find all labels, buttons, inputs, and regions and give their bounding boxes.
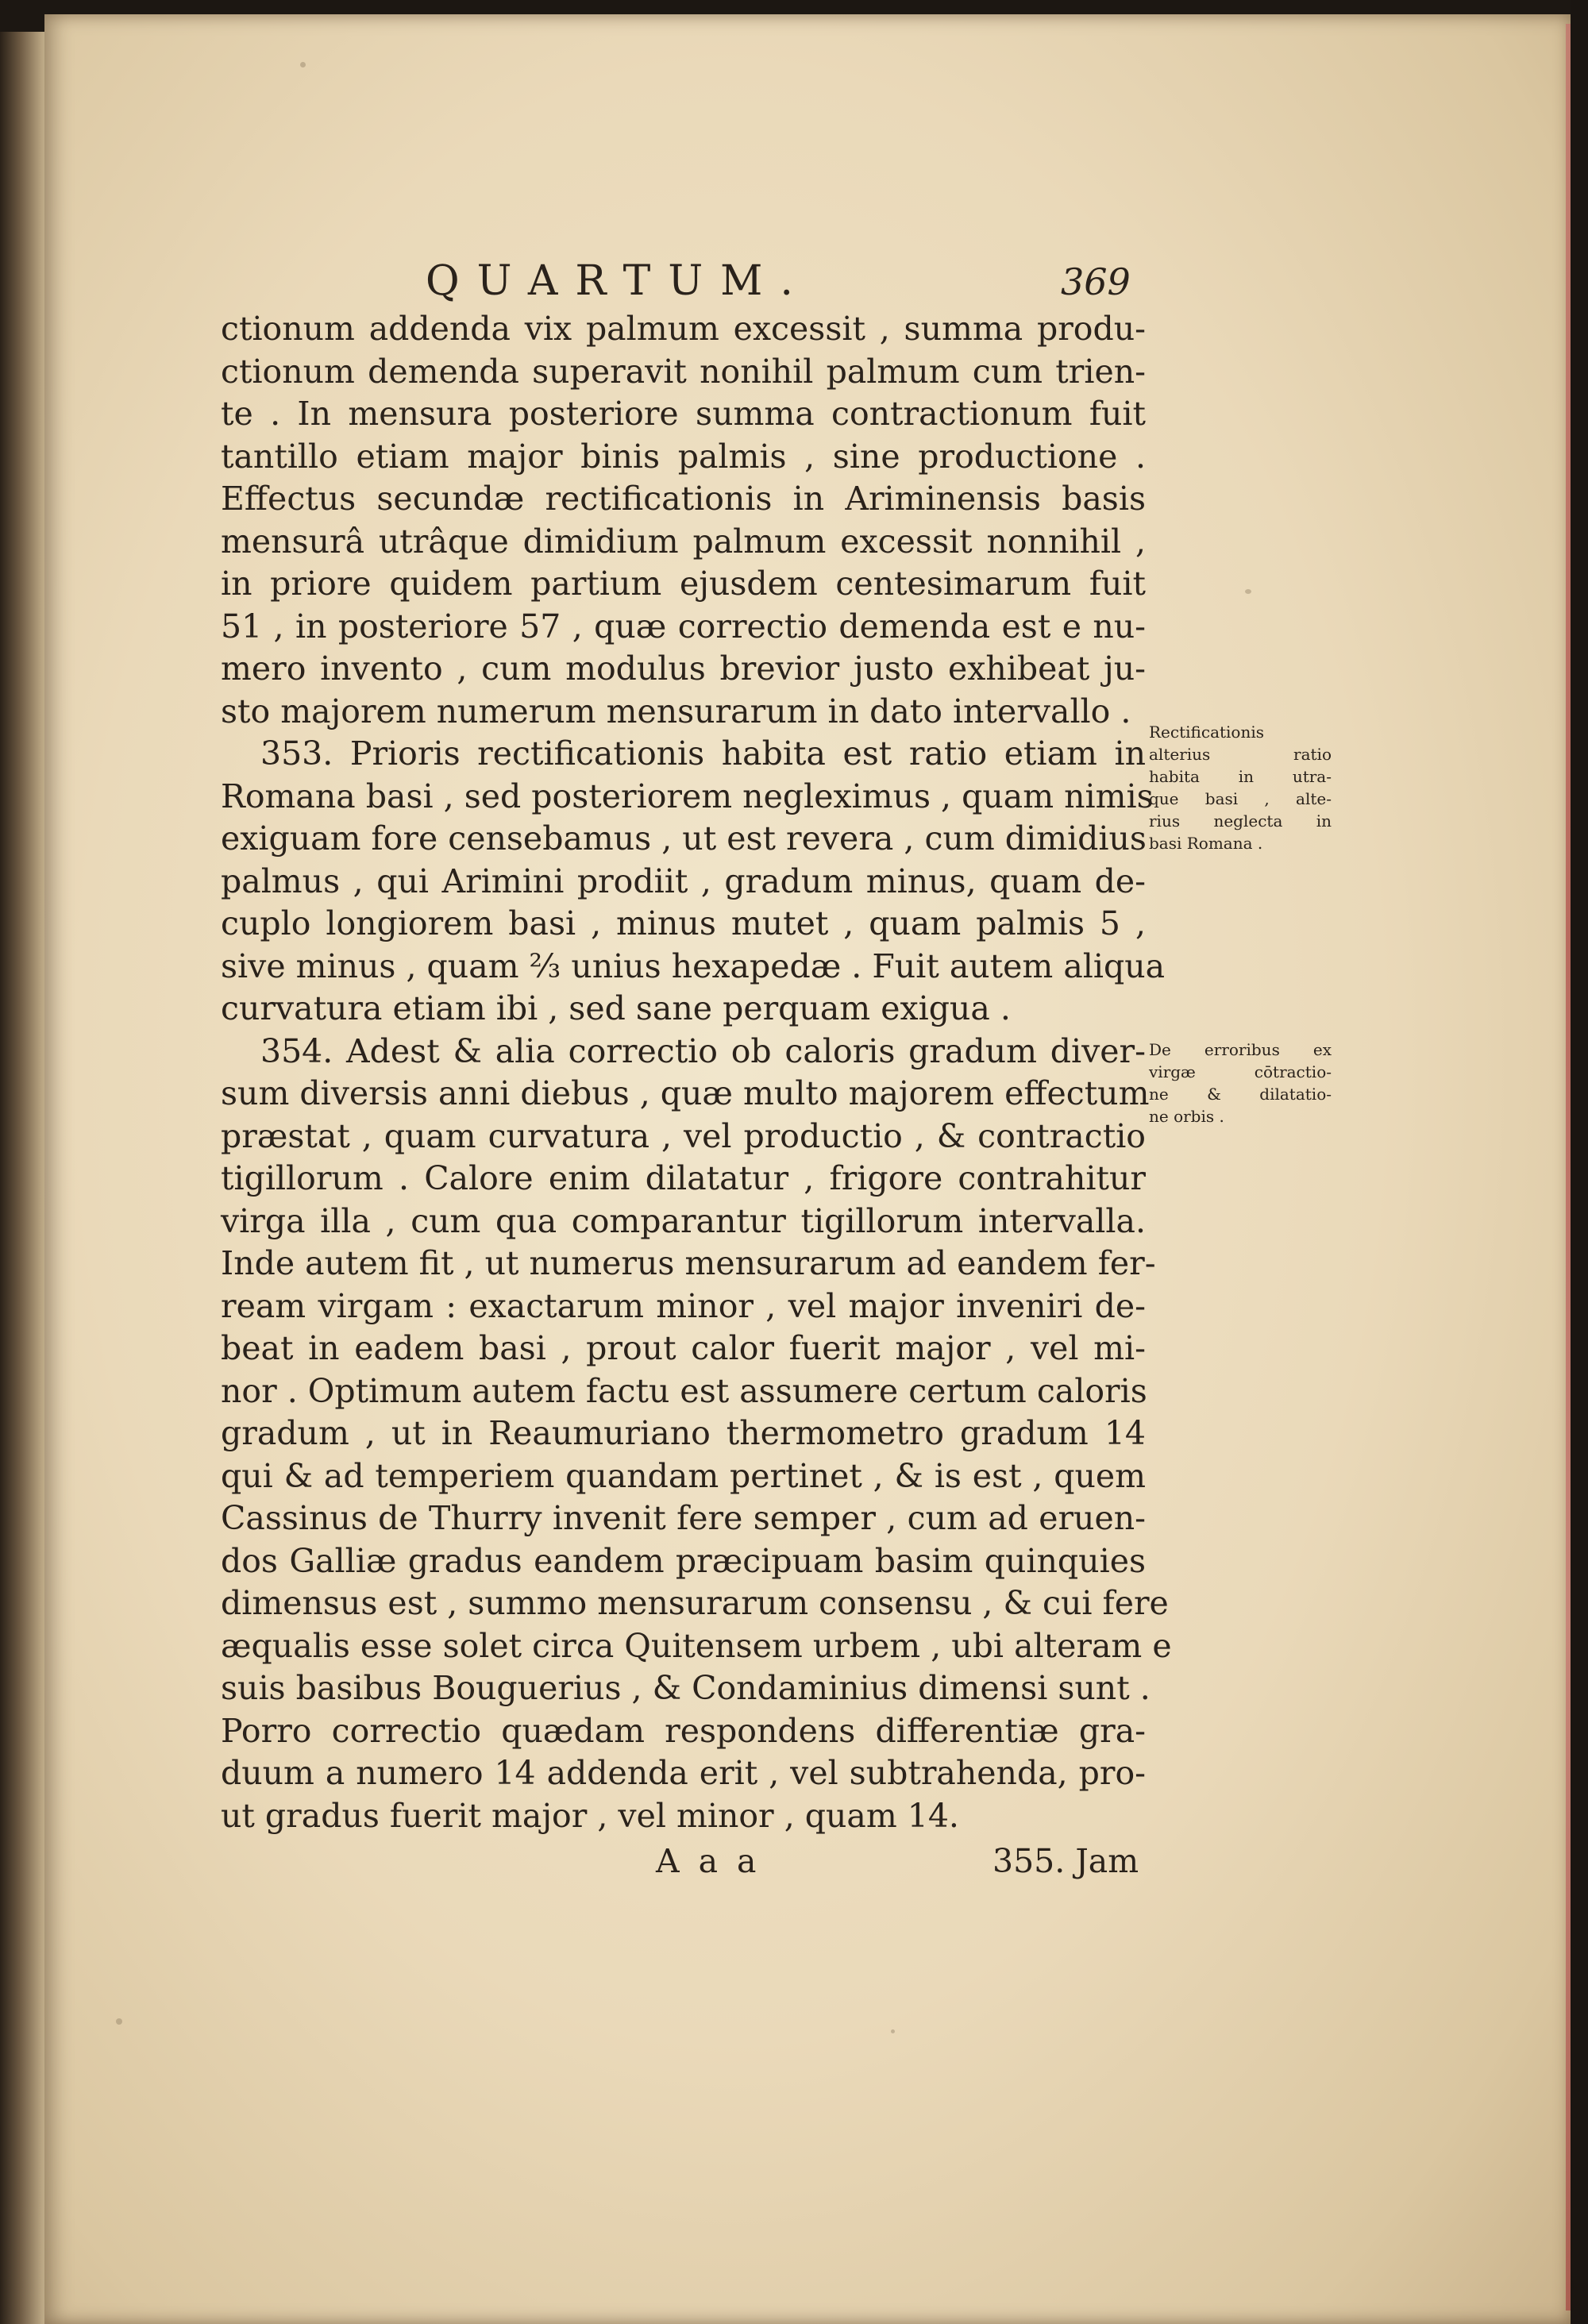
- margin-note-line: ne orbis .: [1149, 1107, 1224, 1126]
- text-line: Cassinus de Thurry invenit fere semper , cum ad eruen-: [221, 1499, 1146, 1537]
- text-line: beat in eadem basi , prout calor fuerit major , vel mi-: [221, 1329, 1146, 1367]
- running-head-title: QUARTUM.: [426, 257, 811, 305]
- dark-border: [1571, 0, 1588, 2324]
- text-line: virga illa , cum qua comparantur tigillorum intervalla.: [221, 1201, 1146, 1240]
- text-line: sum diversis anni diebus , quæ multo majorem effectum: [221, 1074, 1150, 1112]
- margin-note-line: rius neglecta in: [1149, 811, 1332, 831]
- page-number: 369: [1061, 260, 1131, 303]
- margin-note-line: virgæ cōtractio-: [1149, 1062, 1332, 1081]
- text-line: gradum , ut in Reaumuriano thermometro gradum 14: [221, 1414, 1146, 1452]
- margin-note-erroribus: [1149, 1039, 1332, 1127]
- text-line: mero invento , cum modulus brevior justo exhibeat ju-: [221, 649, 1146, 688]
- margin-note-line: alterius ratio: [1149, 745, 1332, 764]
- body-text: [221, 308, 1172, 1837]
- text-line: dos Galliæ gradus eandem præcipuam basim quinquies: [221, 1541, 1146, 1580]
- text-line: mensurâ utrâque dimidium palmum excessit nonnihil ,: [221, 522, 1146, 561]
- text-line: cuplo longiorem basi , minus mutet , quam palmis 5 ,: [221, 904, 1146, 942]
- text-line: dimensus est , summo mensurarum consensu , & cui fere: [221, 1584, 1169, 1622]
- text-line: Inde autem fit , ut numerus mensurarum ad eandem fer-: [221, 1244, 1156, 1282]
- margin-note-rectificationis: [1149, 721, 1332, 854]
- paper-spot: [300, 62, 306, 67]
- text-line: præstat , quam curvatura , vel productio , & contractio: [221, 1116, 1146, 1155]
- margin-note-line: habita in utra-: [1149, 767, 1332, 786]
- text-line: sive minus , quam ⅔ unius hexapedæ . Fuit autem aliqua: [221, 946, 1166, 985]
- margin-note-line: Rectificationis: [1149, 723, 1265, 742]
- text-line: qui & ad temperiem quandam pertinet , & is est , quem: [221, 1456, 1146, 1495]
- margin-note-line: basi Romana .: [1149, 834, 1263, 853]
- text-line: in priore quidem partium ejusdem centesimarum fuit: [221, 565, 1146, 603]
- text-line: ctionum addenda vix palmum excessit , summa produ-: [221, 310, 1146, 348]
- text-line: ctionum demenda superavit nonihil palmum cum trien-: [221, 352, 1146, 391]
- margin-note-line: que basi , alte-: [1149, 789, 1332, 808]
- text-line: tantillo etiam major binis palmis , sine productione .: [221, 437, 1146, 476]
- text-line: te . In mensura posteriore summa contractionum fuit: [221, 395, 1146, 433]
- text-line: 51 , in posteriore 57 , quæ correctio demenda est e nu-: [221, 607, 1146, 646]
- paragraph-353-start: 353. Prioris rectificationis habita est ratio etiam in: [260, 734, 1146, 773]
- paper-spot: [891, 2029, 895, 2033]
- text-line: Effectus secundæ rectificationis in Ariminensis basis: [221, 480, 1146, 518]
- paragraph-354-start: 354. Adest & alia correctio ob caloris gradum diver-: [260, 1031, 1146, 1070]
- catchword: 355. Jam: [992, 1842, 1139, 1880]
- signature-mark: Aaa: [656, 1842, 776, 1880]
- paper-spot: [1245, 589, 1251, 594]
- text-line: sto majorem numerum mensurarum in dato intervallo .: [221, 692, 1131, 730]
- text-line: ream virgam : exactarum minor , vel major inveniri de-: [221, 1286, 1146, 1325]
- text-line: tigillorum . Calore enim dilatatur , frigore contrahitur: [221, 1159, 1146, 1197]
- margin-note-line: ne & dilatatio-: [1149, 1085, 1332, 1104]
- text-line: suis basibus Bouguerius , & Condaminius dimensi sunt .: [221, 1669, 1151, 1707]
- text-line: palmus , qui Arimini prodiit , gradum minus, quam de-: [221, 861, 1146, 900]
- text-line: Romana basi , sed posteriorem negleximus , quam nimis: [221, 777, 1154, 815]
- text-line: curvatura etiam ibi , sed sane perquam exigua .: [221, 989, 1011, 1027]
- text-line: exiguam fore censebamus , ut est revera , cum dimidius: [221, 819, 1147, 858]
- text-line: ut gradus fuerit major , vel minor , quam 14.: [221, 1796, 959, 1835]
- text-line: æqualis esse solet circa Quitensem urbem , ubi alteram e: [221, 1626, 1172, 1665]
- margin-note-line: De erroribus ex: [1149, 1040, 1332, 1059]
- text-line: duum a numero 14 addenda erit , vel subtrahenda, pro-: [221, 1754, 1146, 1792]
- text-line: Porro correctio quædam respondens differentiæ gra-: [221, 1711, 1146, 1750]
- text-line: nor . Optimum autem factu est assumere certum caloris: [221, 1371, 1147, 1410]
- paper-spot: [116, 2018, 122, 2025]
